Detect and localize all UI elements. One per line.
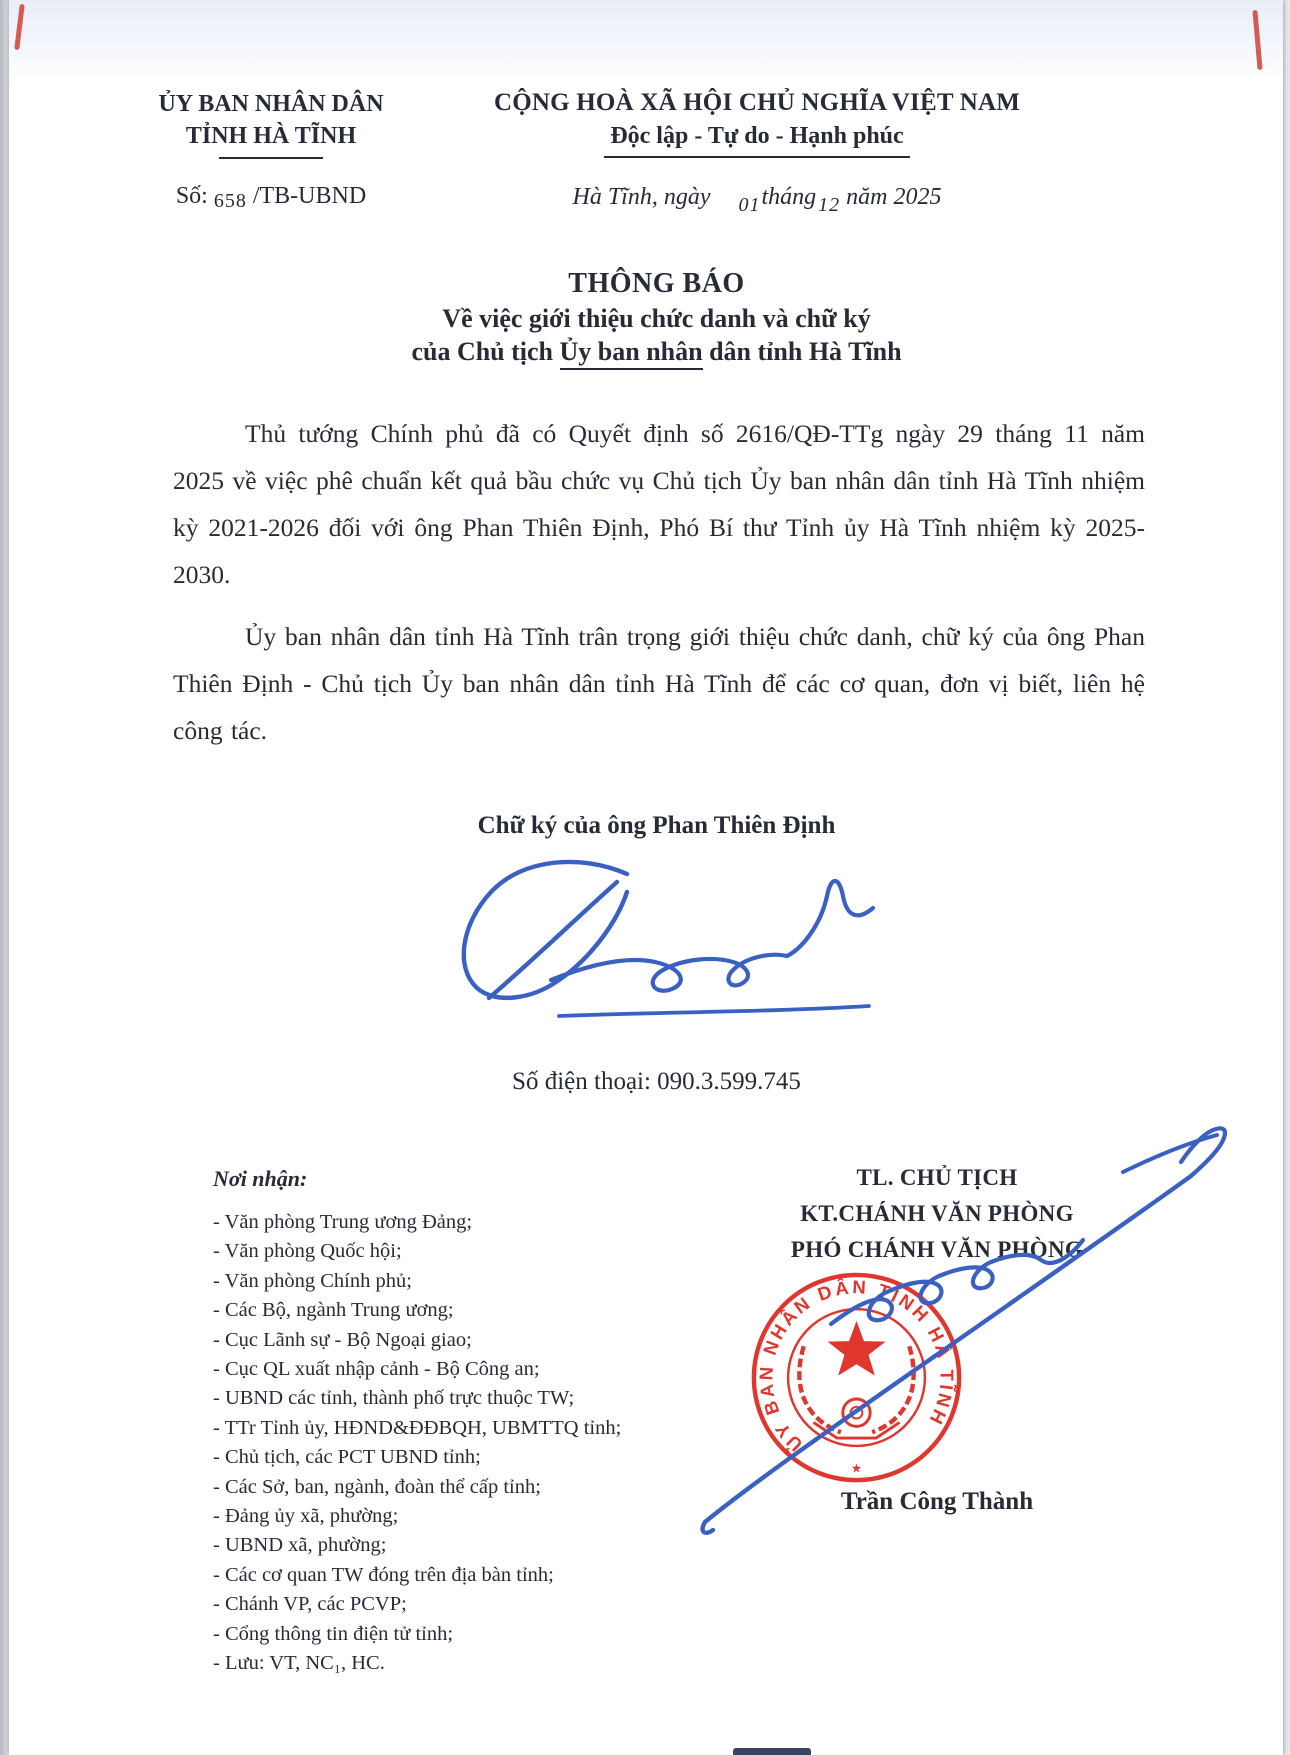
subtitle2-post: dân tỉnh Hà Tĩnh (702, 337, 902, 366)
red-pen-mark-left (14, 4, 25, 50)
recipient-item: - UBND các tỉnh, thành phố trực thuộc TW; (213, 1387, 575, 1410)
recipient-item: - Các Bộ, ngành Trung ương; (213, 1299, 454, 1322)
doc-number-value: 658 (213, 190, 247, 212)
delegation-line-3: PHÓ CHÁNH VĂN PHÒNG (790, 1237, 1084, 1262)
scan-tint (9, 0, 1283, 86)
dateline-day: 01 (738, 194, 761, 216)
dateline-middle: tháng (761, 184, 817, 210)
national-header-block (469, 86, 1045, 216)
dateline-suffix: năm 2025 (846, 184, 942, 210)
recipient-item: - Các Sở, ban, ngành, đoàn thể cấp tỉnh; (213, 1475, 541, 1498)
recipients-label: Nơi nhận: (213, 1166, 308, 1191)
national-motto-line1: CỘNG HOÀ XÃ HỘI CHỦ NGHĨA VIỆT NAM (493, 89, 1021, 116)
recipients-block (213, 1166, 683, 1679)
doc-number-label: Số: (175, 183, 208, 209)
recipient-item: - Văn phòng Chính phủ; (213, 1269, 412, 1292)
recipient-item: - Văn phòng Quốc hội; (213, 1240, 402, 1263)
scan-left-edge (0, 0, 9, 1755)
subtitle2-pre: của Chủ tịch (411, 337, 560, 366)
seal-star-icon: ★ (850, 1461, 863, 1476)
signer-signature-ink (661, 1112, 1241, 1542)
document-subtitle-1: Về việc giới thiệu chức danh và chữ ký (442, 304, 871, 333)
recipient-item: - Cục Lãnh sự - Bộ Ngoại giao; (213, 1328, 472, 1351)
national-motto-line2: Độc lập - Tự do - Hạnh phúc (604, 120, 909, 158)
dateline-prefix: Hà Tĩnh, ngày (572, 184, 711, 210)
recipient-item: - UBND xã, phường; (213, 1534, 387, 1557)
org-underline (219, 157, 323, 159)
dateline (469, 184, 1045, 216)
scan-bottom-artifact (733, 1748, 811, 1755)
issuing-org-block (121, 88, 421, 210)
document-title: THÔNG BÁO (568, 268, 745, 299)
org-name-line2: TỈNH HÀ TĨNH (185, 123, 357, 149)
delegation-line-1: TL. CHỦ TỊCH (856, 1165, 1018, 1190)
paragraph-1: Thủ tướng Chính phủ đã có Quyết định số 2616/QĐ-TTg ngày 29 tháng 11 năm 2025 về việc phê chuẩn kết quả bầu chức vụ Chủ tịch Ủy ban nhân dân tỉnh Hà Tĩnh nhiệm kỳ 2021-2026 đối với ông Phan Thiên Định, Phó Bí thư Tỉnh ủy Hà Tĩnh nhiệm kỳ 2025-2030. (173, 419, 1145, 589)
document-subtitle-2 (169, 335, 1144, 368)
signer-name: Trần Công Thành (840, 1488, 1034, 1515)
recipient-item: - TTr Tỉnh ủy, HĐND&ĐĐBQH, UBMTTQ tỉnh; (213, 1416, 622, 1439)
seal-text-path: ỦY BAN NHÂN DÂN TỈNH HÀ TĨNH (755, 1276, 958, 1456)
doc-number-line (121, 183, 421, 210)
document-page (9, 0, 1283, 1755)
dateline-month: 12 (818, 194, 841, 216)
recipient-item: - Văn phòng Trung ương Đảng; (213, 1211, 473, 1233)
chairman-signature-ink (431, 852, 901, 1052)
recipient-item: - Lưu: VT, NC₁, HC. (213, 1652, 385, 1675)
doc-number-suffix: /TB-UBND (252, 183, 367, 209)
document-body (173, 410, 1145, 769)
document-title-block (169, 266, 1144, 368)
phone-line: Số điện thoại: 090.3.599.745 (512, 1068, 801, 1095)
red-pen-mark-right (1252, 10, 1262, 70)
signature-caption: Chữ ký của ông Phan Thiên Định (477, 812, 836, 839)
recipient-item: - Đảng ủy xã, phường; (213, 1505, 399, 1528)
subtitle2-underlined: Ủy ban nhân (560, 337, 703, 370)
recipient-item: - Chủ tịch, các PCT UBND tỉnh; (213, 1446, 481, 1469)
paragraph-2: Ủy ban nhân dân tỉnh Hà Tĩnh trân trọng giới thiệu chức danh, chữ ký của ông Phan Thiên Định - Chủ tịch Ủy ban nhân dân tỉnh Hà Tĩnh để các cơ quan, đơn vị biết, liên hệ công tác. (173, 622, 1145, 745)
delegation-line-2: KT.CHÁNH VĂN PHÒNG (800, 1201, 1074, 1226)
recipient-item: - Chánh VP, các PCVP; (213, 1593, 407, 1616)
recipient-item: - Cổng thông tin điện tử tỉnh; (213, 1622, 454, 1645)
org-name-line1: ỦY BAN NHÂN DÂN (158, 91, 384, 117)
recipient-item: - Cục QL xuất nhập cảnh - Bộ Công an; (213, 1358, 540, 1381)
recipient-item: - Các cơ quan TW đóng trên địa bàn tỉnh; (213, 1563, 554, 1586)
